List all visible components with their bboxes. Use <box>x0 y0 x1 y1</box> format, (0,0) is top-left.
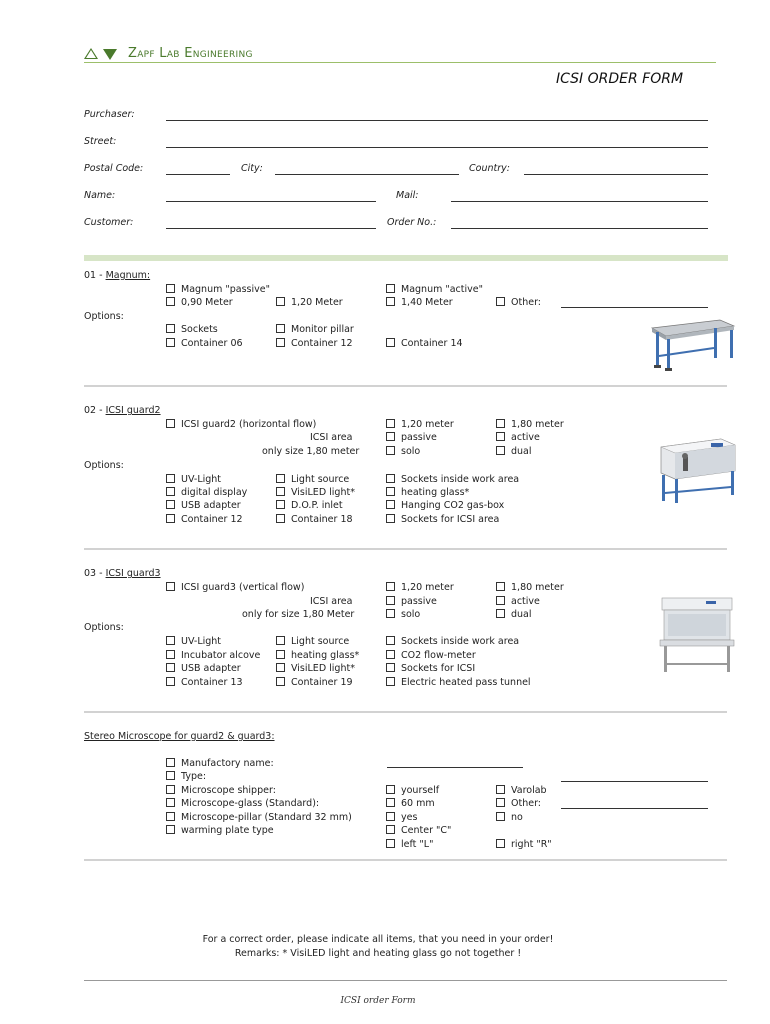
section-01-title: 01 - Magnum: <box>84 270 151 281</box>
checkbox-sockets-inside[interactable]: Sockets inside work area <box>386 474 519 485</box>
checkbox-container-13[interactable]: Container 13 <box>166 677 243 688</box>
street-field[interactable] <box>166 147 708 148</box>
checkbox-left[interactable]: left "L" <box>386 839 433 850</box>
divider <box>84 385 727 387</box>
checkbox-microscope-glass[interactable]: Microscope-glass (Standard): <box>166 798 319 809</box>
divider <box>84 711 727 713</box>
checkbox-no[interactable]: no <box>496 812 523 823</box>
correct-order-note: For a correct order, please indicate all items, that you need in your order! <box>202 934 554 945</box>
checkbox-120-meter[interactable]: 1,20 Meter <box>276 297 343 308</box>
checkbox-yes[interactable]: yes <box>386 812 417 823</box>
order-no-field[interactable] <box>451 228 708 229</box>
icsi-area-text: ICSI area <box>310 596 353 607</box>
checkbox-uv-light[interactable]: UV-Light <box>166 474 221 485</box>
checkbox-container-06[interactable]: Container 06 <box>166 338 243 349</box>
checkbox-sockets[interactable]: Sockets <box>166 324 218 335</box>
remarks-note: Remarks: * VisiLED light and heating glass go not together ! <box>234 948 522 959</box>
microscope-section-title: Stereo Microscope for guard2 & guard3: <box>84 731 275 742</box>
name-label: Name: <box>84 190 116 201</box>
checkbox-light-source[interactable]: Light source <box>276 474 349 485</box>
checkbox-090-meter[interactable]: 0,90 Meter <box>166 297 233 308</box>
manufactory-field[interactable] <box>387 767 523 768</box>
checkbox-container-19[interactable]: Container 19 <box>276 677 353 688</box>
checkbox-varolab[interactable]: Varolab <box>496 785 547 796</box>
postal-code-label: Postal Code: <box>84 163 144 174</box>
checkbox-sockets-inside[interactable]: Sockets inside work area <box>386 636 519 647</box>
order-no-label: Order No.: <box>387 217 437 228</box>
checkbox-magnum-active[interactable]: Magnum "active" <box>386 284 483 295</box>
checkbox-digital-display[interactable]: digital display <box>166 487 247 498</box>
checkbox-60-mm[interactable]: 60 mm <box>386 798 435 809</box>
icsi-guard3-image <box>658 596 736 676</box>
checkbox-heating-glass[interactable]: heating glass* <box>276 650 359 661</box>
divider <box>84 548 727 550</box>
mail-field[interactable] <box>451 201 708 202</box>
triangle-filled-icon <box>103 49 117 60</box>
checkbox-center[interactable]: Center "C" <box>386 825 451 836</box>
checkbox-right[interactable]: right "R" <box>496 839 552 850</box>
size-note-text: only for size 1,80 Meter <box>242 609 355 620</box>
checkbox-warming-plate[interactable]: warming plate type <box>166 825 274 836</box>
checkbox-icsi-guard3[interactable]: ICSI guard3 (vertical flow) <box>166 582 304 593</box>
checkbox-active[interactable]: active <box>496 432 540 443</box>
checkbox-monitor-pillar[interactable]: Monitor pillar <box>276 324 354 335</box>
checkbox-magnum-passive[interactable]: Magnum "passive" <box>166 284 270 295</box>
postal-code-field[interactable] <box>166 174 230 175</box>
checkbox-light-source[interactable]: Light source <box>276 636 349 647</box>
checkbox-visiled-light[interactable]: VisiLED light* <box>276 663 355 674</box>
footer-divider <box>84 980 727 981</box>
customer-field[interactable] <box>166 228 376 229</box>
checkbox-container-12[interactable]: Container 12 <box>166 514 243 525</box>
checkbox-passive[interactable]: passive <box>386 432 437 443</box>
city-field[interactable] <box>275 174 459 175</box>
section-02-title: 02 - ICSI guard2 <box>84 405 161 416</box>
purchaser-label: Purchaser: <box>84 109 135 120</box>
checkbox-solo[interactable]: solo <box>386 446 420 457</box>
triangle-outline-icon <box>84 48 98 59</box>
icsi-area-text: ICSI area <box>310 432 353 443</box>
checkbox-container-12[interactable]: Container 12 <box>276 338 353 349</box>
checkbox-incubator-alcove[interactable]: Incubator alcove <box>166 650 260 661</box>
checkbox-co2-gas-box[interactable]: Hanging CO2 gas-box <box>386 500 504 511</box>
form-title: ICSI ORDER FORM <box>556 71 684 87</box>
checkbox-usb-adapter[interactable]: USB adapter <box>166 500 241 511</box>
checkbox-usb-adapter[interactable]: USB adapter <box>166 663 241 674</box>
street-label: Street: <box>84 136 117 147</box>
checkbox-other[interactable]: Other: <box>496 798 541 809</box>
city-label: City: <box>241 163 263 174</box>
page-footer: ICSI order Form <box>340 996 416 1006</box>
other-field[interactable] <box>561 307 708 308</box>
mail-label: Mail: <box>396 190 419 201</box>
magnum-table-image <box>648 318 736 372</box>
checkbox-container-18[interactable]: Container 18 <box>276 514 353 525</box>
section-band <box>84 255 728 261</box>
checkbox-120-meter[interactable]: 1,20 meter <box>386 419 454 430</box>
options-label: Options: <box>84 460 124 471</box>
divider <box>84 859 727 861</box>
checkbox-solo[interactable]: solo <box>386 609 420 620</box>
checkbox-yourself[interactable]: yourself <box>386 785 439 796</box>
country-label: Country: <box>469 163 510 174</box>
checkbox-uv-light[interactable]: UV-Light <box>166 636 221 647</box>
checkbox-container-14[interactable]: Container 14 <box>386 338 463 349</box>
checkbox-microscope-pillar[interactable]: Microscope-pillar (Standard 32 mm) <box>166 812 352 823</box>
checkbox-140-meter[interactable]: 1,40 Meter <box>386 297 453 308</box>
checkbox-dual[interactable]: dual <box>496 446 532 457</box>
checkbox-other[interactable]: Other: <box>496 297 541 308</box>
checkbox-sockets-icsi-area[interactable]: Sockets for ICSI area <box>386 514 499 525</box>
type-field[interactable] <box>561 781 708 782</box>
checkbox-manufactory-name[interactable]: Manufactory name: <box>166 758 274 769</box>
checkbox-dop-inlet[interactable]: D.O.P. inlet <box>276 500 343 511</box>
checkbox-microscope-shipper[interactable]: Microscope shipper: <box>166 785 276 796</box>
checkbox-active[interactable]: active <box>496 596 540 607</box>
country-field[interactable] <box>524 174 708 175</box>
other-field[interactable] <box>561 808 708 809</box>
company-name: Zapf Lab Engineering <box>128 46 253 61</box>
checkbox-type[interactable]: Type: <box>166 771 206 782</box>
checkbox-heated-pass-tunnel[interactable]: Electric heated pass tunnel <box>386 677 531 688</box>
checkbox-co2-flow-meter[interactable]: CO2 flow-meter <box>386 650 476 661</box>
checkbox-passive[interactable]: passive <box>386 596 437 607</box>
checkbox-120-meter[interactable]: 1,20 meter <box>386 582 454 593</box>
checkbox-visiled-light[interactable]: VisiLED light* <box>276 487 355 498</box>
checkbox-dual[interactable]: dual <box>496 609 532 620</box>
checkbox-180-meter[interactable]: 1,80 meter <box>496 419 564 430</box>
checkbox-icsi-guard2[interactable]: ICSI guard2 (horizontal flow) <box>166 419 316 430</box>
size-note-text: only size 1,80 meter <box>262 446 360 457</box>
name-field[interactable] <box>166 201 376 202</box>
checkbox-sockets-icsi[interactable]: Sockets for ICSI <box>386 663 475 674</box>
options-label: Options: <box>84 311 124 322</box>
purchaser-field[interactable] <box>166 120 708 121</box>
customer-label: Customer: <box>84 217 134 228</box>
checkbox-180-meter[interactable]: 1,80 meter <box>496 582 564 593</box>
company-logo <box>84 46 716 63</box>
checkbox-heating-glass[interactable]: heating glass* <box>386 487 469 498</box>
options-label: Options: <box>84 622 124 633</box>
icsi-guard2-image <box>655 435 739 505</box>
section-03-title: 03 - ICSI guard3 <box>84 568 161 579</box>
